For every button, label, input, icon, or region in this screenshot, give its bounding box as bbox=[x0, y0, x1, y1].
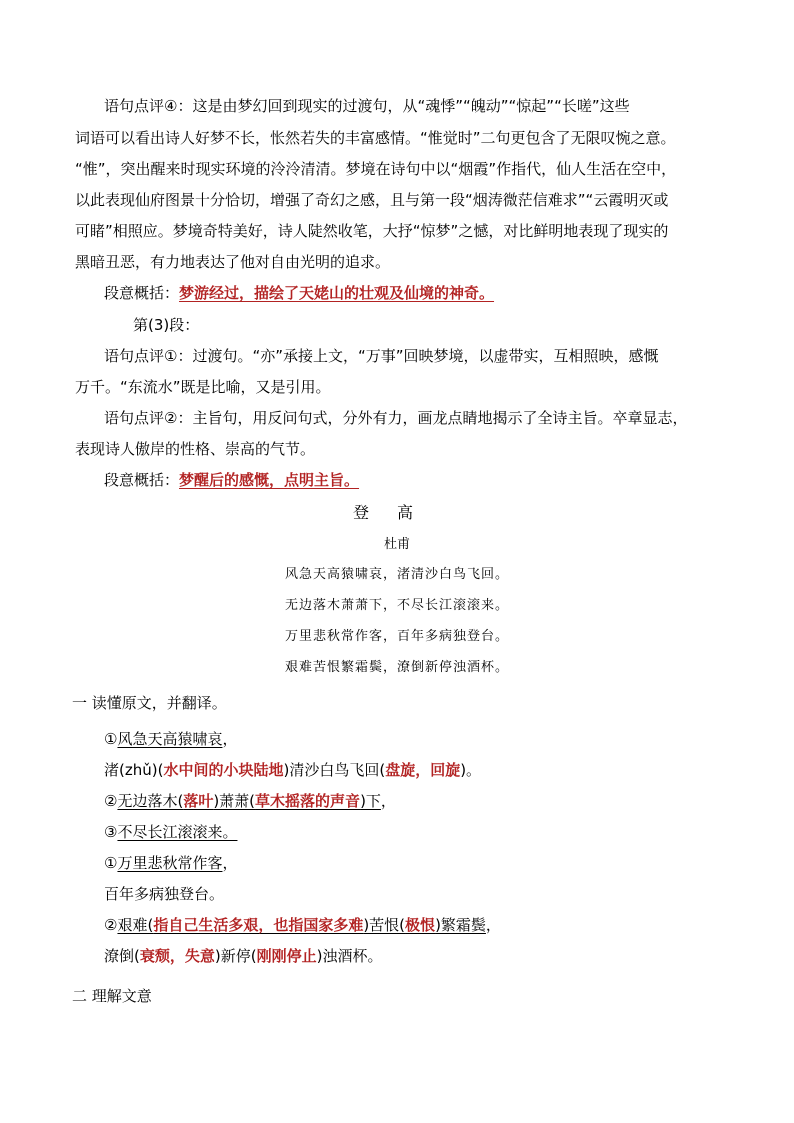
poem-text: 无边落木( bbox=[117, 792, 184, 810]
poem-text: 潦倒( bbox=[104, 947, 140, 965]
punct: ， bbox=[222, 854, 238, 872]
poem-line-4: 艰难苦恨繁霜鬓，潦倒新停浊酒杯。 bbox=[284, 660, 509, 675]
summary-1 bbox=[104, 283, 494, 303]
poem-text: )浊酒杯。 bbox=[316, 947, 383, 965]
poem-text: 万里悲秋常作客 bbox=[117, 854, 223, 872]
paragraph-3-heading: 第(3)段： bbox=[133, 316, 200, 334]
poem-line-3: 万里悲秋常作客，百年多病独登台。 bbox=[284, 629, 509, 644]
poem-text: 风急天高猿啸哀 bbox=[117, 730, 223, 748]
poem-line-2: 无边落木萧萧下，不尽长江滚滚来。 bbox=[284, 598, 509, 613]
translation-line-2 bbox=[104, 760, 481, 780]
comment-2-line-2: 表现诗人傲岸的性格、崇高的气节。 bbox=[75, 440, 316, 458]
marker: ② bbox=[104, 916, 118, 934]
poem-text: 渚(zhǔ)( bbox=[104, 761, 164, 779]
summary-2-text: 梦醒后的感慨，点明主旨。 bbox=[179, 471, 360, 489]
gloss: 盘旋，回旋 bbox=[385, 761, 461, 779]
punct: ， bbox=[485, 916, 501, 934]
summary-2-label: 段意概括： bbox=[104, 471, 180, 489]
translation-line-6: 百年多病独登台。 bbox=[104, 885, 225, 903]
marker: ② bbox=[104, 792, 118, 810]
gloss: 水中间的小块陆地 bbox=[163, 761, 284, 779]
translation-line-4 bbox=[104, 822, 237, 842]
summary-1-text: 梦游经过，描绘了天姥山的壮观及仙境的神奇。 bbox=[179, 284, 495, 302]
comment-4-line-1: 语句点评④：这是由梦幻回到现实的过渡句，从“魂悸”“魄动”“惊起”“长嗟”这些 bbox=[104, 97, 630, 115]
gloss: 落叶 bbox=[183, 792, 214, 810]
marker: ③ bbox=[104, 823, 118, 841]
marker: ① bbox=[104, 854, 118, 872]
comment-4-line-6: 黑暗丑恶，有力地表达了他对自由光明的追求。 bbox=[75, 253, 391, 271]
gloss: 草木摇落的声音 bbox=[255, 792, 361, 810]
translation-line-1 bbox=[104, 729, 237, 749]
gloss: 衰颓，失意 bbox=[139, 947, 215, 965]
poem-text: )繁霜鬓 bbox=[435, 916, 486, 934]
comment-4-line-3: “惟”，突出醒来时现实环境的泠泠清清。梦境在诗句中以“烟霞”作指代，仙人生活在空中， bbox=[75, 160, 677, 178]
poem-text: )萧萧( bbox=[213, 792, 256, 810]
translation-line-7 bbox=[104, 915, 501, 935]
gloss: 刚刚停止 bbox=[256, 947, 317, 965]
poem-text: )新停( bbox=[214, 947, 257, 965]
poem-title: 登高 bbox=[352, 503, 441, 522]
poem-text: 不尽长江滚滚来。 bbox=[117, 823, 238, 841]
poem-text: )苦恨( bbox=[363, 916, 406, 934]
marker: ① bbox=[104, 730, 118, 748]
poem-text: )。 bbox=[460, 761, 482, 779]
summary-1-label: 段意概括： bbox=[104, 284, 180, 302]
poem-line-1: 风急天高猿啸哀，渚清沙白鸟飞回。 bbox=[284, 567, 509, 582]
punct: ， bbox=[222, 730, 238, 748]
gloss: 指自己生活多艰，也指国家多难 bbox=[153, 916, 364, 934]
comment-2-line-1: 语句点评②：主旨句，用反问句式，分外有力，画龙点睛地揭示了全诗主旨。卒章显志， bbox=[104, 409, 688, 427]
translation-line-3 bbox=[104, 791, 396, 811]
summary-2 bbox=[104, 470, 359, 490]
translation-line-8 bbox=[104, 946, 382, 966]
comment-4-line-4: 以此表现仙府图景十分恰切，增强了奇幻之感，且与第一段“烟涛微茫信难求”“云霞明灭或 bbox=[75, 191, 669, 209]
comment-4-line-5: 可睹”相照应。梦境奇特美好，诗人陡然收笔，大抒“惊梦”之憾，对比鲜明地表现了现实的 bbox=[75, 222, 669, 240]
poem-text: 艰难( bbox=[117, 916, 154, 934]
comment-1-line-2: 万千。“东流水”既是比喻，又是引用。 bbox=[75, 378, 331, 396]
gloss: 极恨 bbox=[405, 916, 436, 934]
comment-4-line-2: 词语可以看出诗人好梦不长，怅然若失的丰富感情。“惟觉时”二句更包含了无限叹惋之意。 bbox=[75, 129, 676, 147]
poem-text: )清沙白鸟飞回( bbox=[283, 761, 386, 779]
poem-text: )下 bbox=[360, 792, 381, 810]
comment-1-line-1: 语句点评①：过渡句。“亦”承接上文，“万事”回映梦境，以虚带实，互相照映，感慨 bbox=[104, 347, 659, 365]
section-2-heading: 二 理解文意 bbox=[72, 987, 152, 1005]
section-1-heading: 一 读懂原文，并翻译。 bbox=[72, 694, 227, 712]
translation-line-5 bbox=[104, 853, 237, 873]
punct: ， bbox=[380, 792, 396, 810]
poem-author: 杜甫 bbox=[383, 537, 410, 552]
